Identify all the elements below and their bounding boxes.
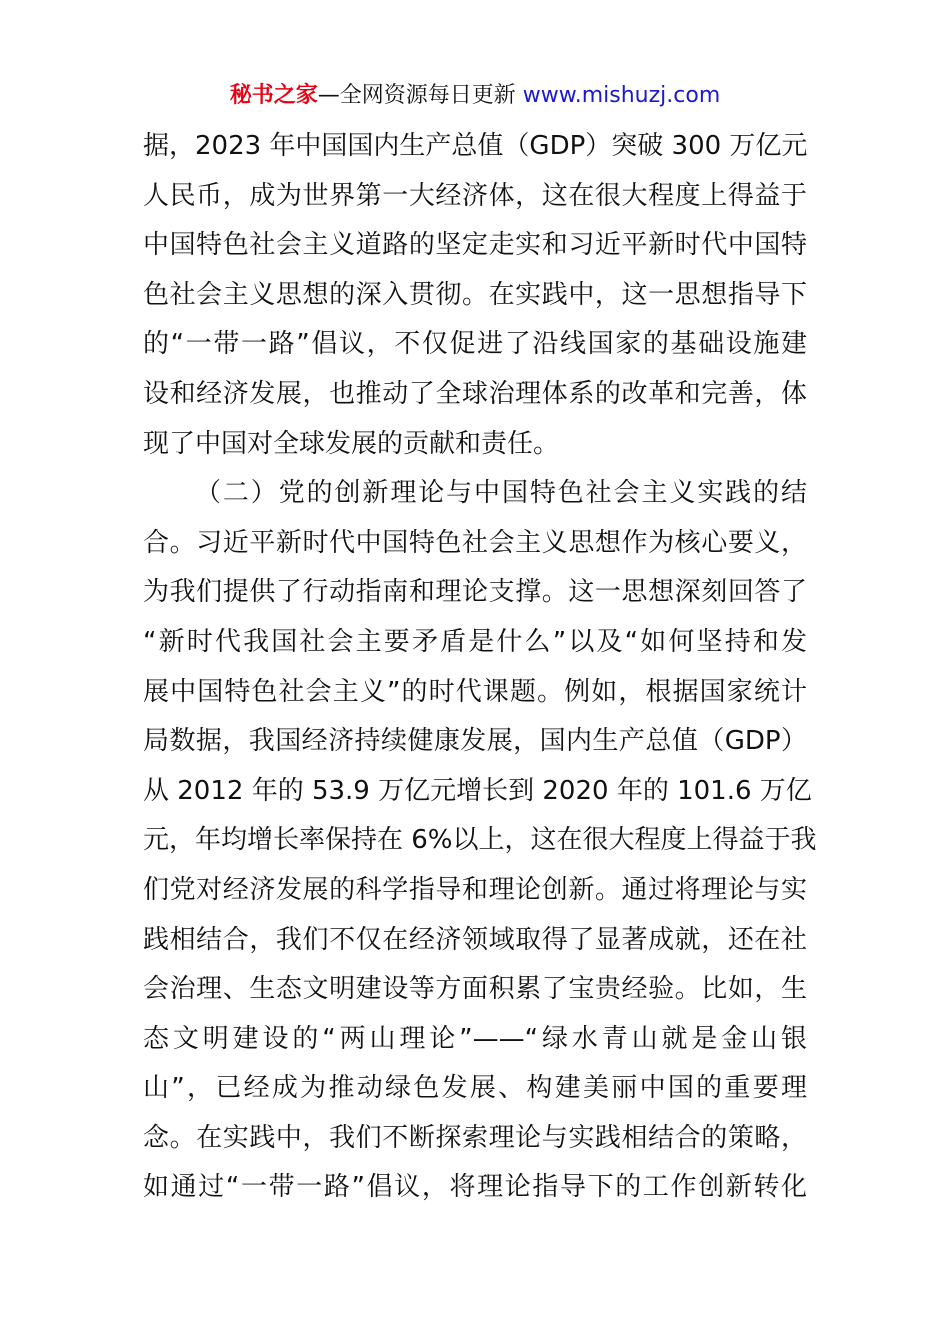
text-line: 从 2012 年的 53.9 万亿元增长到 2020 年的 101.6 万亿 (143, 775, 812, 806)
text-line: 会治理、生态文明建设等方面积累了宝贵经验。比如，生 (143, 974, 807, 1005)
text-line: 展中国特色社会主义”的时代课题。例如，根据国家统计 (143, 676, 807, 707)
section-heading-line: （二）党的创新理论与中国特色社会主义实践的结 (195, 478, 807, 509)
text-line: 为我们提供了行动指南和理论支撑。这一思想深刻回答了 (143, 577, 807, 608)
text-line: 现了中国对全球发展的贡献和责任。 (143, 428, 560, 459)
text-line: 合。习近平新时代中国特色社会主义思想作为核心要义， (143, 527, 807, 558)
text-line: 设和经济发展，也推动了全球治理体系的改革和完善，体 (143, 378, 807, 409)
text-line: 色社会主义思想的深入贯彻。在实践中，这一思想指导下 (143, 279, 807, 310)
text-line: 态文明建设的“两山理论”——“绿水青山就是金山银 (143, 1023, 807, 1054)
site-tagline: —全网资源每日更新 (317, 83, 516, 108)
site-url-link[interactable]: www.mishuzj.com (522, 83, 721, 108)
text-line: 们党对经济发展的科学指导和理论创新。通过将理论与实 (143, 874, 807, 905)
text-line: 人民币，成为世界第一大经济体，这在很大程度上得益于 (143, 180, 807, 211)
text-line: 据，2023 年中国国内生产总值（GDP）突破 300 万亿元 (143, 131, 808, 161)
text-line: 山”，已经成为推动绿色发展、构建美丽中国的重要理 (143, 1073, 807, 1104)
text-line: 元，年均增长率保持在 6%以上，这在很大程度上得益于我 (143, 825, 817, 856)
text-line: 中国特色社会主义道路的坚定走实和习近平新时代中国特 (143, 230, 807, 261)
text-line: 如通过“一带一路”倡议，将理论指导下的工作创新转化 (143, 1172, 807, 1203)
site-brand: 秘书之家 (229, 83, 318, 108)
text-line: “新时代我国社会主要矛盾是什么”以及“如何坚持和发 (143, 626, 807, 657)
text-line: 的“一带一路”倡议，不仅促进了沿线国家的基础设施建 (143, 329, 807, 360)
site-header (0, 80, 950, 112)
text-line: 践相结合，我们不仅在经济领域取得了显著成就，还在社 (143, 924, 807, 955)
text-line: 念。在实践中，我们不断探索理论与实践相结合的策略， (143, 1122, 807, 1153)
text-line: 局数据，我国经济持续健康发展，国内生产总值（GDP） (143, 726, 807, 757)
document-body (143, 122, 817, 1213)
